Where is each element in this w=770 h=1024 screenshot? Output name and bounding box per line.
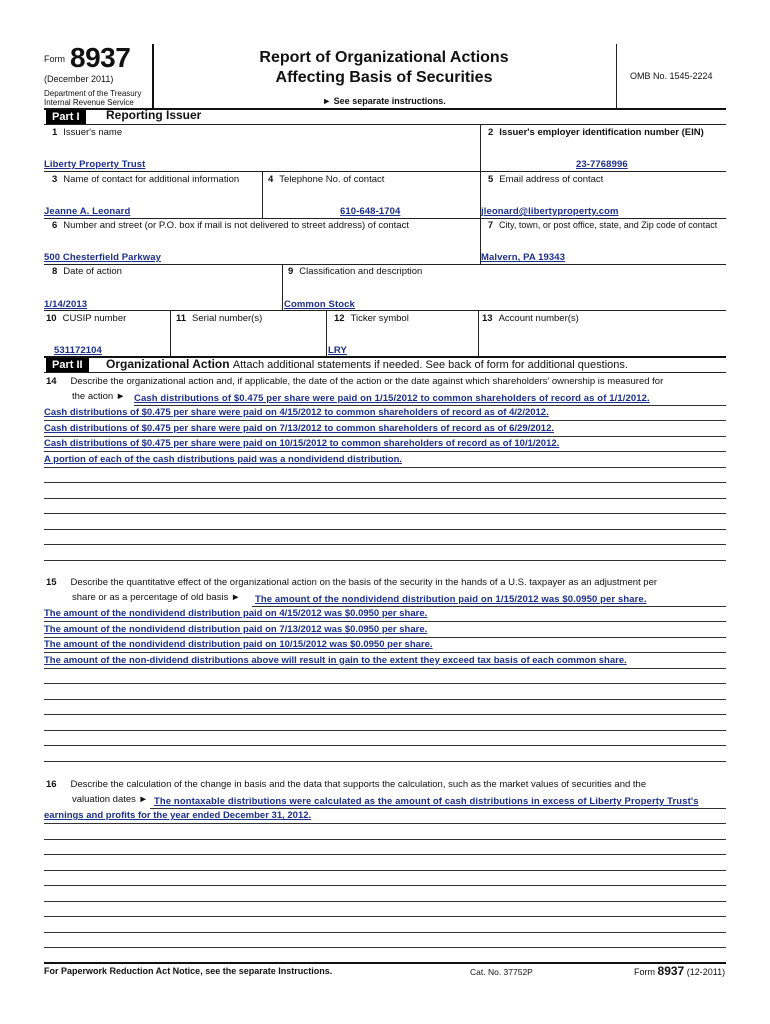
contact-city-state-zip[interactable]: Malvern, PA 19343 bbox=[481, 252, 566, 263]
field-9-label: 9 Classification and description bbox=[288, 266, 423, 277]
contact-phone[interactable]: 610-648-1704 bbox=[340, 206, 401, 217]
q15-answer-row[interactable]: The amount of the nondividend distribution paid on 4/15/2012 was $0.0950 per share. bbox=[44, 608, 428, 619]
q14-answer-line bbox=[44, 560, 726, 561]
q14-answer-line bbox=[44, 420, 726, 421]
form-revision: (December 2011) bbox=[44, 74, 114, 84]
q15-answer-line bbox=[44, 668, 726, 669]
q16-answer-line bbox=[44, 823, 726, 824]
q15-answer-line bbox=[44, 699, 726, 700]
q14-answer-line bbox=[44, 451, 726, 452]
part-2-badge: Part II bbox=[46, 358, 89, 372]
q14-answer-line bbox=[44, 436, 726, 437]
q14-answer-line bbox=[44, 498, 726, 499]
ticker-symbol[interactable]: LRY bbox=[328, 345, 347, 356]
q16-answer-row[interactable]: earnings and profits for the year ended December 31, 2012. bbox=[44, 810, 312, 821]
catalog-number: Cat. No. 37752P bbox=[470, 967, 533, 977]
form-title-line-1: Report of Organizational Actions bbox=[259, 49, 509, 66]
see-instructions: ► See separate instructions. bbox=[322, 96, 446, 106]
q15-answer-line bbox=[44, 637, 726, 638]
field-13-label: 13 Account number(s) bbox=[482, 313, 579, 324]
form-header bbox=[44, 40, 726, 108]
field-12-label: 12 Ticker symbol bbox=[334, 313, 409, 324]
contact-email[interactable]: jleonard@libertyproperty.com bbox=[481, 206, 619, 217]
part-1-title: Reporting Issuer bbox=[106, 108, 202, 122]
q16-answer-line bbox=[44, 854, 726, 855]
field-5-label: 5 Email address of contact bbox=[488, 174, 604, 185]
q16-answer-line bbox=[44, 901, 726, 902]
q14-description: 14 Describe the organizational action and, if applicable, the date of the action or the date against which shareholders' ownership is measured for bbox=[46, 376, 664, 387]
q16-answer-line bbox=[44, 916, 726, 917]
omb-number: OMB No. 1545-2224 bbox=[630, 71, 713, 81]
department-line-2: Internal Revenue Service bbox=[44, 98, 134, 107]
paperwork-notice: For Paperwork Reduction Act Notice, see the separate Instructions. bbox=[44, 966, 333, 976]
date-of-action[interactable]: 1/14/2013 bbox=[44, 299, 88, 310]
q14-answer-line bbox=[44, 467, 726, 468]
classification[interactable]: Common Stock bbox=[284, 299, 355, 310]
q14-answer-row[interactable]: Cash distributions of $0.475 per share were paid on 7/13/2012 to common shareholders of record as of 6/29/2012. bbox=[44, 422, 555, 434]
q16-answer-line bbox=[44, 947, 726, 948]
q15-answer-line bbox=[44, 730, 726, 731]
q16-description: 16 Describe the calculation of the change in basis and the data that supports the calculation, such as the market values of securities and the bbox=[46, 779, 647, 790]
q14-answer-line bbox=[44, 544, 726, 545]
q16-answer-line bbox=[44, 839, 726, 840]
q15-answer-first[interactable]: The amount of the nondividend distribution paid on 1/15/2012 was $0.0950 per share. bbox=[255, 594, 647, 605]
q14-answer-line bbox=[44, 513, 726, 514]
q15-answer-line bbox=[44, 621, 726, 622]
form-number: 8937 bbox=[70, 42, 131, 73]
contact-name[interactable]: Jeanne A. Leonard bbox=[44, 206, 131, 217]
q14-answer-line bbox=[44, 529, 726, 530]
q14-answer-line bbox=[44, 482, 726, 483]
form-label: Form bbox=[44, 54, 65, 64]
part-2-heading: Organizational Action Attach additional statements if needed. See back of form for additional questions. bbox=[106, 357, 628, 371]
q15-answer-row[interactable]: The amount of the non-dividend distributions above will result in gain to the extent they exceed tax basis of each common share. bbox=[44, 654, 627, 666]
form-title-line-2: Affecting Basis of Securities bbox=[275, 69, 493, 86]
q14-answer-first[interactable]: Cash distributions of $0.475 per share were paid on 1/15/2012 to common shareholders of record as of 1/1/2012. bbox=[134, 393, 650, 404]
field-8-label: 8 Date of action bbox=[52, 266, 122, 277]
q15-prompt: share or as a percentage of old basis ► bbox=[72, 592, 241, 603]
q15-answer-line bbox=[44, 745, 726, 746]
field-3-label: 3 Name of contact for additional information bbox=[52, 174, 240, 185]
field-2-label: 2 Issuer's employer identification number (EIN) bbox=[488, 127, 704, 138]
field-10-label: 10 CUSIP number bbox=[46, 313, 127, 324]
issuer-ein[interactable]: 23-7768996 bbox=[576, 159, 628, 170]
q15-answer-row[interactable]: The amount of the nondividend distribution paid on 7/13/2012 was $0.0950 per share. bbox=[44, 623, 428, 635]
q16-prompt: valuation dates ► bbox=[72, 794, 148, 805]
field-6-label: 6 Number and street (or P.O. box if mail is not delivered to street address) of contact bbox=[52, 220, 409, 231]
q16-answer-line bbox=[44, 932, 726, 933]
q15-answer-line bbox=[44, 714, 726, 715]
cusip-number[interactable]: 531172104 bbox=[54, 345, 102, 356]
department-line-1: Department of the Treasury bbox=[44, 89, 142, 98]
issuer-name[interactable]: Liberty Property Trust bbox=[44, 159, 146, 170]
q15-description: 15 Describe the quantitative effect of the organizational action on the basis of the security in the hands of a U.S. taxpayer as an adjustment per bbox=[46, 577, 658, 588]
q16-answer-line bbox=[44, 870, 726, 871]
q15-answer-row[interactable]: The amount of the nondividend distribution paid on 10/15/2012 was $0.0950 per share. bbox=[44, 639, 433, 650]
q14-prompt: the action ► bbox=[72, 391, 126, 402]
q16-answer-first[interactable]: The nontaxable distributions were calculated as the amount of cash distributions in excess of Liberty Property Trust's bbox=[154, 796, 699, 807]
q14-answer-row[interactable]: Cash distributions of $0.475 per share were paid on 10/15/2012 to common shareholders of record as of 10/1/2012. bbox=[44, 438, 560, 449]
part-1-badge: Part I bbox=[46, 110, 86, 124]
field-1-label: 1 Issuer's name bbox=[52, 127, 123, 138]
field-11-label: 11 Serial number(s) bbox=[176, 313, 263, 324]
contact-street[interactable]: 500 Chesterfield Parkway bbox=[44, 252, 161, 263]
q16-answer-line bbox=[44, 885, 726, 886]
q15-answer-line bbox=[44, 761, 726, 762]
q14-answer-row[interactable]: A portion of each of the cash distributions paid was a nondividend distribution. bbox=[44, 453, 403, 465]
footer-form-id: Form 8937 (12-2011) bbox=[634, 964, 726, 978]
field-7-label: 7 City, town, or post office, state, and Zip code of contact bbox=[488, 220, 718, 230]
q15-answer-line bbox=[44, 652, 726, 653]
field-4-label: 4 Telephone No. of contact bbox=[268, 174, 385, 185]
q15-answer-line bbox=[44, 683, 726, 684]
q14-answer-row[interactable]: Cash distributions of $0.475 per share were paid on 4/15/2012 to common shareholders of record as of 4/2/2012. bbox=[44, 407, 549, 418]
